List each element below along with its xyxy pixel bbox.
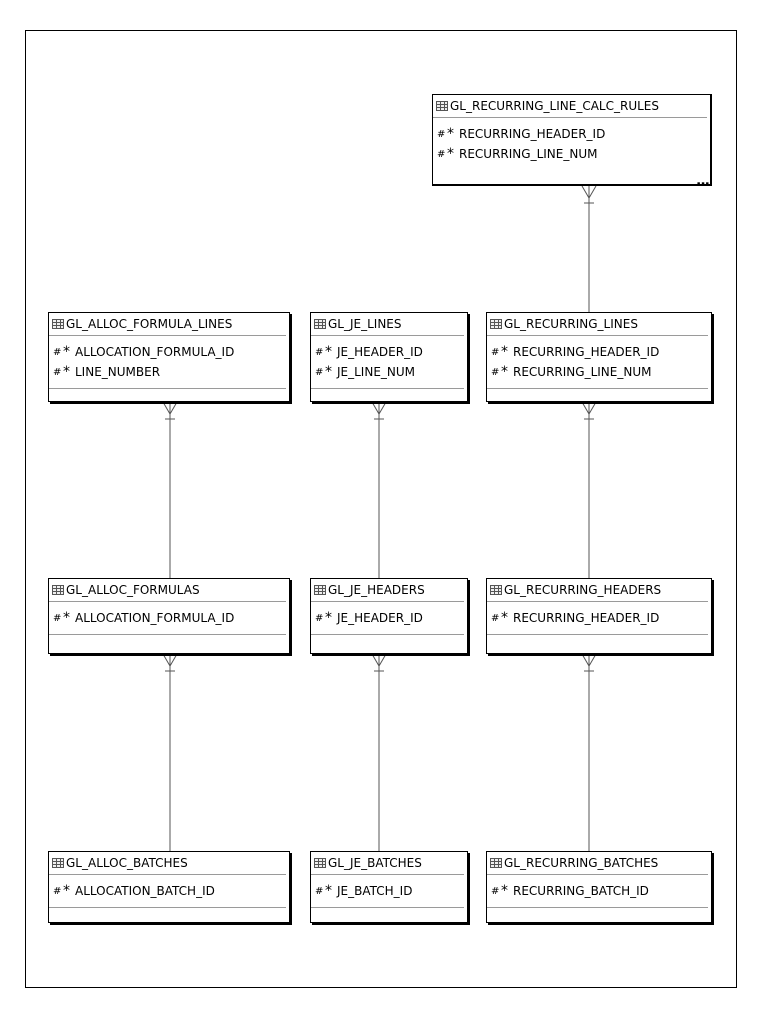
primary-key-icon: #	[437, 148, 446, 160]
required-icon: *	[325, 610, 332, 626]
more-columns-icon[interactable]: ...	[696, 173, 709, 189]
required-icon: *	[501, 364, 508, 380]
column-row	[491, 881, 708, 901]
entity-gl-je-batches[interactable]	[310, 851, 468, 923]
column-row	[437, 124, 707, 144]
entity-name: GL_JE_HEADERS	[328, 583, 425, 597]
column-row	[315, 362, 464, 382]
column-name: RECURRING_HEADER_ID	[513, 345, 660, 359]
entity-header	[311, 313, 464, 336]
entity-name: GL_JE_LINES	[328, 317, 402, 331]
primary-key-icon: #	[491, 346, 500, 358]
entity-gl-je-headers[interactable]	[310, 578, 468, 654]
entity-header	[311, 852, 464, 875]
column-name: ALLOCATION_FORMULA_ID	[75, 345, 235, 359]
table-icon	[314, 585, 326, 595]
column-row	[315, 881, 464, 901]
required-icon: *	[325, 883, 332, 899]
column-name: RECURRING_HEADER_ID	[513, 611, 660, 625]
table-icon	[490, 585, 502, 595]
column-name: JE_BATCH_ID	[337, 884, 413, 898]
entity-gl-recurring-line-calc-rules[interactable]	[432, 94, 712, 189]
column-name: RECURRING_HEADER_ID	[459, 127, 606, 141]
column-name: RECURRING_BATCH_ID	[513, 884, 649, 898]
relationship-alloc-batches-alloc-formulas	[163, 654, 177, 851]
entity-name: GL_RECURRING_BATCHES	[504, 856, 659, 870]
entity-gl-recurring-headers[interactable]	[486, 578, 712, 654]
primary-key-icon: #	[437, 128, 446, 140]
entity-columns	[311, 336, 464, 389]
entity-columns	[49, 602, 286, 635]
entity-gl-alloc-batches[interactable]	[48, 851, 290, 923]
entity-columns	[49, 336, 286, 389]
entity-header	[487, 313, 708, 336]
primary-key-icon: #	[491, 885, 500, 897]
column-row	[53, 881, 286, 901]
primary-key-icon: #	[315, 346, 324, 358]
column-row	[53, 608, 286, 628]
required-icon: *	[63, 883, 70, 899]
relationship-je-batches-je-headers	[372, 654, 386, 851]
primary-key-icon: #	[53, 612, 62, 624]
column-name: ALLOCATION_FORMULA_ID	[75, 611, 235, 625]
entity-name: GL_ALLOC_BATCHES	[66, 856, 188, 870]
relationship-recurring-lines-calc-rules	[582, 186, 596, 312]
column-name: JE_HEADER_ID	[337, 611, 423, 625]
entity-gl-recurring-batches[interactable]	[486, 851, 712, 923]
column-name: LINE_NUMBER	[75, 365, 161, 379]
required-icon: *	[447, 146, 454, 162]
table-icon	[314, 858, 326, 868]
primary-key-icon: #	[53, 366, 62, 378]
column-row	[491, 362, 708, 382]
entity-columns	[311, 602, 464, 635]
entity-name: GL_ALLOC_FORMULAS	[66, 583, 200, 597]
required-icon: *	[501, 344, 508, 360]
column-name: RECURRING_LINE_NUM	[459, 147, 598, 161]
required-icon: *	[63, 610, 70, 626]
column-name: JE_LINE_NUM	[337, 365, 416, 379]
column-row	[53, 342, 286, 362]
column-row	[53, 362, 286, 382]
primary-key-icon: #	[491, 366, 500, 378]
column-row	[491, 608, 708, 628]
entity-header	[433, 95, 707, 118]
entity-name: GL_RECURRING_HEADERS	[504, 583, 662, 597]
table-icon	[314, 319, 326, 329]
column-name: RECURRING_LINE_NUM	[513, 365, 652, 379]
entity-name: GL_RECURRING_LINES	[504, 317, 638, 331]
entity-header	[311, 579, 464, 602]
primary-key-icon: #	[491, 612, 500, 624]
entity-gl-recurring-lines[interactable]	[486, 312, 712, 402]
entity-columns	[49, 875, 286, 908]
required-icon: *	[501, 610, 508, 626]
table-icon	[52, 585, 64, 595]
entity-name: GL_ALLOC_FORMULA_LINES	[66, 317, 233, 331]
primary-key-icon: #	[315, 612, 324, 624]
primary-key-icon: #	[315, 366, 324, 378]
required-icon: *	[501, 883, 508, 899]
column-name: ALLOCATION_BATCH_ID	[75, 884, 215, 898]
required-icon: *	[325, 364, 332, 380]
entity-name: GL_JE_BATCHES	[328, 856, 422, 870]
table-icon	[436, 101, 448, 111]
table-icon	[52, 319, 64, 329]
entity-name: GL_RECURRING_LINE_CALC_RULES	[450, 99, 659, 113]
column-name: JE_HEADER_ID	[337, 345, 423, 359]
primary-key-icon: #	[315, 885, 324, 897]
relationship-recurring-batches-recurring-headers	[582, 654, 596, 851]
entity-gl-alloc-formula-lines[interactable]	[48, 312, 290, 402]
entity-header	[49, 579, 286, 602]
required-icon: *	[63, 344, 70, 360]
entity-header	[49, 852, 286, 875]
primary-key-icon: #	[53, 346, 62, 358]
relationship-recurring-headers-recurring-lines	[582, 402, 596, 578]
table-icon	[490, 319, 502, 329]
entity-columns	[311, 875, 464, 908]
entity-header	[487, 852, 708, 875]
entity-columns	[433, 118, 707, 170]
table-icon	[52, 858, 64, 868]
relationship-alloc-formulas-formula-lines	[163, 402, 177, 578]
entity-columns	[487, 875, 708, 908]
column-row	[315, 608, 464, 628]
relationship-je-headers-je-lines	[372, 402, 386, 578]
required-icon: *	[325, 344, 332, 360]
entity-gl-je-lines[interactable]	[310, 312, 468, 402]
primary-key-icon: #	[53, 885, 62, 897]
entity-columns	[487, 602, 708, 635]
entity-header	[49, 313, 286, 336]
table-icon	[490, 858, 502, 868]
column-row	[437, 144, 707, 164]
entity-gl-alloc-formulas[interactable]	[48, 578, 290, 654]
required-icon: *	[63, 364, 70, 380]
column-row	[491, 342, 708, 362]
column-row	[315, 342, 464, 362]
required-icon: *	[447, 126, 454, 142]
entity-header	[487, 579, 708, 602]
entity-columns	[487, 336, 708, 389]
